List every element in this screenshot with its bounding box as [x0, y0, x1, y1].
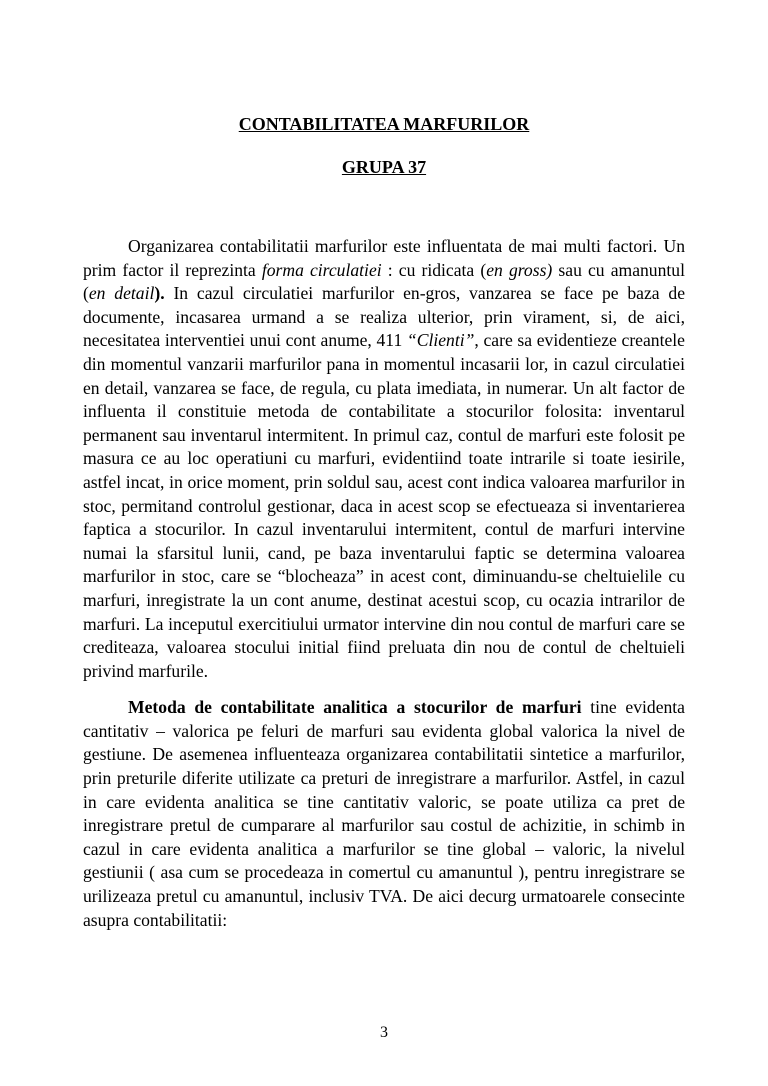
text-segment: , care sa evidentieze creantele din momentul vanzarii marfurilor pana in momentul incasarii lor, in cazul circulatiei en detail, vanzarea se face, de regula, cu plata imediata, in numerar. Un alt factor de influenta il constituie metoda de contabilitate a stocurilor folosita: inventarul permanent sau inventarul intermitent. In primul caz, contul de marfuri este folosit pe masura ce au loc operatiuni cu marfuri, evidentiind toate intrarile si toate iesirile, astfel incat, in orice moment, prin soldul sau, acest cont indica valoarea marfurilor in stoc, permitand controlul gestionar, daca in acest scop se efectueaza si inventarierea faptica a stocurilor. In cazul inventarului intermitent, contul de marfuri intervine numai la sfarsitul lunii, cand, pe baza inventarului faptic se determina valoarea marfurilor in stoc, care se “blocheaza” in acest cont, diminuandu-se cheltuielile cu marfuri, inregistrate la un cont anume, destinat acestui scop, cu ocazia intrarilor de marfuri. La inceputul exercitiului urmator intervine din nou contul de marfuri care se crediteaza, valoarea stocului initial fiind preluata din nou de contul de cheltuieli privind marfurile.: [83, 330, 685, 681]
document-subtitle: GRUPA 37: [341, 157, 427, 177]
bold-heading-phrase: Metoda de contabilitate analitica a stocurilor de marfuri: [128, 697, 582, 718]
italic-term: en gross): [486, 259, 553, 280]
document-body: [83, 235, 685, 932]
page-number: 3: [380, 1024, 388, 1041]
bold-punctuation: ).: [154, 283, 165, 304]
paragraph-analytic-method: [83, 696, 685, 932]
paragraph-circulation-forms: [83, 235, 685, 683]
text-segment: Organizarea contabilitatii marfurilor este influentata de mai multi factori. Un prim factor il reprezinta: [83, 236, 685, 280]
text-segment: : cu ridicata (: [381, 259, 487, 280]
italic-term: “Clienti”: [406, 330, 475, 351]
text-segment: sau cu amanuntul (: [83, 259, 685, 304]
text-segment: tine evidenta cantitativ – valorica pe feluri de marfuri sau evidenta global valorica la nivel de gestiune. De asemenea influenteaza organizarea contabilitatii sintetice a marfurilor, prin preturile diferite utilizate ca preturi de inregistrare a marfurilor. Astfel, in cazul in care evidenta analitica se tine cantitativ valoric, se poate utiliza ca pret de inregistrare pretul de cumparare al marfurilor sau costul de achizitie, in schimb in cazul in care evidenta analitica a marfurilor se tine global – valoric, la nivelul gestiunii ( asa cum se procedeaza in comertul cu amanuntul ), pentru inregistrare se urilizeaza pretul cu amanuntul, inclusiv TVA. De aici decurg urmatoarele consecinte asupra contabilitatii:: [83, 697, 685, 930]
italic-term: en detail: [88, 283, 155, 304]
italic-term: forma circulatiei: [261, 259, 382, 280]
text-segment: In cazul circulatiei marfurilor en-gros, vanzarea se face pe baza de documente, incasarea urmand a se realiza ulterior, prin virament, si, de aici, necesitatea interventiei unui cont anume, 411: [83, 283, 685, 351]
document-title: CONTABILITATEA MARFURILOR: [238, 114, 530, 134]
